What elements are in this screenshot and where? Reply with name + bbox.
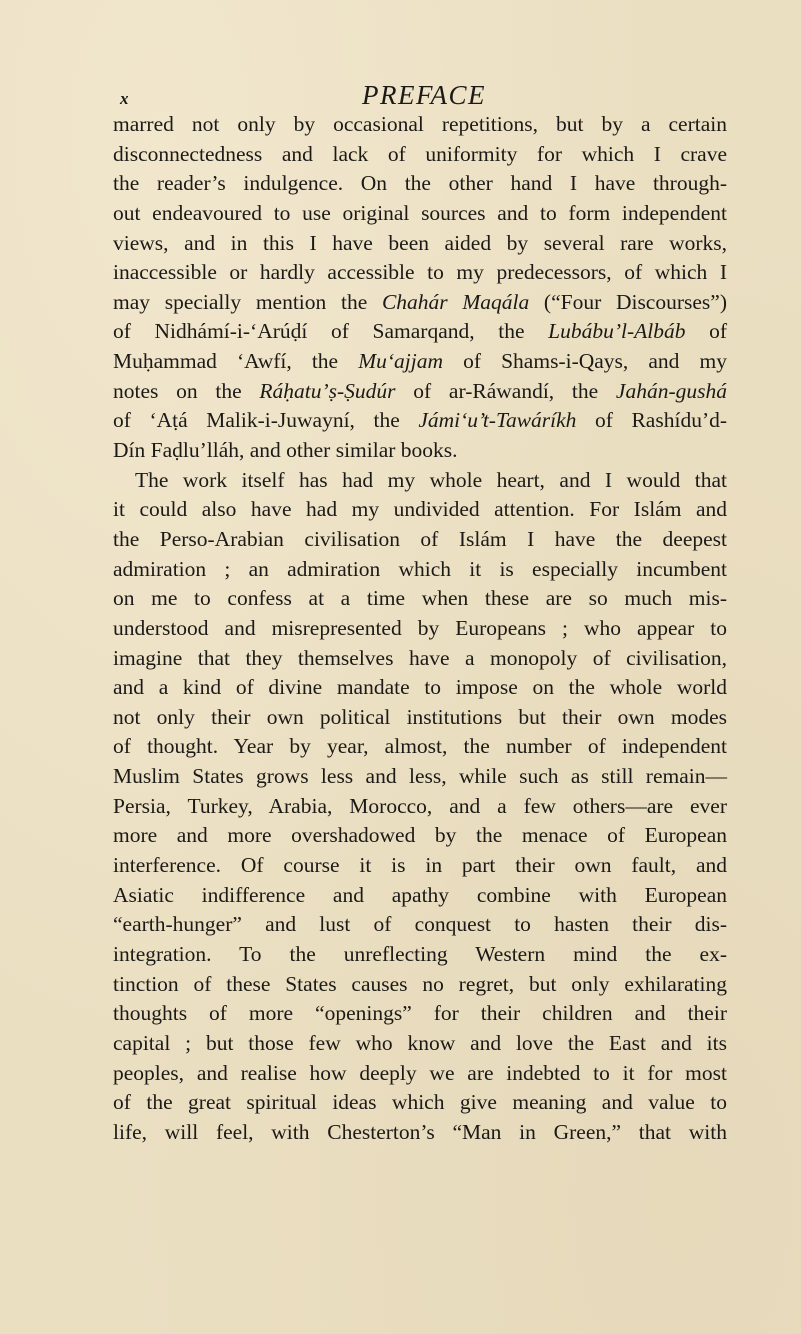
text-segment: of the great spiritual ideas which give meaning and value to — [113, 1090, 727, 1115]
text-line — [113, 1118, 727, 1148]
text-segment: the reader’s indulgence. On the other hand I have through- — [113, 171, 727, 196]
text-segment: disconnectedness and lack of uniformity for which I crave — [113, 141, 727, 166]
text-segment: out endeavoured to use original sources and to form independent — [113, 200, 727, 225]
text-segment: understood and misrepresented by Europeans ; who appear to — [113, 615, 727, 640]
text-segment: it could also have had my undivided attention. For Islám and — [113, 497, 727, 522]
text-segment: more and more overshadowed by the menace of European — [113, 823, 727, 848]
text-line — [113, 999, 727, 1029]
text-segment: inaccessible or hardly accessible to my predecessors, of which I — [113, 260, 727, 285]
text-line — [113, 110, 727, 140]
running-head-title: PREFACE — [362, 80, 486, 110]
text-segment: capital ; but those few who know and love the East and its — [113, 1030, 727, 1055]
text-line — [113, 406, 727, 436]
text-segment: views, and in this I have been aided by several rare works, — [113, 230, 727, 255]
text-segment: not only their own political institutions but their own modes — [113, 704, 727, 729]
text-line — [113, 1059, 727, 1089]
page-number: x — [120, 89, 129, 108]
running-head — [113, 80, 727, 114]
text-line — [113, 792, 727, 822]
text-segment: of Nidhámí-i-‘Arúḍí of Samarqand, the — [113, 319, 549, 344]
text-line — [113, 229, 727, 259]
text-segment: marred not only by occasional repetitions, but by a certain — [113, 112, 727, 136]
text-line — [113, 703, 727, 733]
text-segment: of Shams-i-Qays, and my — [443, 349, 727, 374]
text-segment: Dín Faḍlu’lláh, and other similar books. — [113, 438, 458, 463]
text-segment: notes on the — [113, 378, 260, 403]
italic-title-text: Ráḥatu’ṣ-Ṣudúr — [259, 378, 396, 403]
text-segment: “earth-hunger” and lust of conquest to hasten their dis- — [113, 912, 727, 937]
text-line — [113, 347, 727, 377]
text-line — [113, 851, 727, 881]
text-line — [113, 881, 727, 911]
text-segment: life, will feel, with Chesterton’s “Man in Green,” that with — [113, 1119, 727, 1144]
text-segment: Persia, Turkey, Arabia, Morocco, and a few others—are ever — [113, 793, 727, 818]
text-line — [113, 436, 727, 466]
body-text — [113, 110, 727, 1147]
italic-title-text: Jahán-gushá — [615, 378, 727, 403]
text-line — [113, 821, 727, 851]
text-segment: of thought. Year by year, almost, the number of independent — [113, 734, 727, 759]
italic-title-text: Jámi‘u’t-Tawáríkh — [418, 408, 577, 433]
text-line — [113, 377, 727, 407]
text-line — [113, 910, 727, 940]
text-segment: admiration ; an admiration which it is especially incumbent — [113, 556, 727, 581]
italic-title-text: Lubábu’l-Albáb — [548, 319, 686, 344]
italic-title-text: Chahár Maqála — [381, 289, 530, 314]
text-line — [113, 466, 727, 496]
text-line — [113, 288, 727, 318]
text-line — [113, 199, 727, 229]
text-line — [113, 555, 727, 585]
text-line — [113, 140, 727, 170]
text-segment: peoples, and realise how deeply we are indebted to it for most — [113, 1060, 727, 1085]
text-line — [113, 1088, 727, 1118]
text-segment: thoughts of more “openings” for their children and their — [113, 1001, 727, 1026]
text-segment: on me to confess at a time when these are so much mis- — [113, 586, 727, 611]
text-line — [113, 970, 727, 1000]
text-segment: imagine that they themselves have a monopoly of civilisation, — [113, 645, 727, 670]
text-line — [113, 1029, 727, 1059]
text-line — [113, 584, 727, 614]
text-segment: the Perso-Arabian civilisation of Islám I have the deepest — [113, 526, 727, 551]
text-line — [113, 644, 727, 674]
text-line — [113, 525, 727, 555]
text-segment: Muḥammad ‘Awfí, the — [113, 349, 359, 374]
text-segment: of Rashídu’d- — [576, 408, 728, 433]
text-segment: The work itself has had my whole heart, and I would that — [135, 467, 727, 492]
text-line — [113, 495, 727, 525]
text-line — [113, 258, 727, 288]
text-segment: of ar-Ráwandí, the — [395, 378, 616, 403]
text-segment: of ‘Aṭá Malik-i-Juwayní, the — [113, 408, 419, 433]
text-segment: tinction of these States causes no regret, but only exhilarating — [113, 971, 727, 996]
text-line — [113, 940, 727, 970]
text-line — [113, 732, 727, 762]
text-line — [113, 762, 727, 792]
text-segment: and a kind of divine mandate to impose on the whole world — [113, 675, 727, 700]
text-segment: Asiatic indifference and apathy combine with European — [113, 882, 727, 907]
text-line — [113, 614, 727, 644]
text-segment: (“Four Discourses”) — [529, 289, 727, 314]
text-segment: Muslim States grows less and less, while such as still remain— — [113, 764, 727, 789]
italic-title-text: Mu‘ajjam — [358, 349, 443, 374]
text-segment: integration. To the unreflecting Western mind the ex- — [113, 941, 727, 966]
text-line — [113, 169, 727, 199]
text-segment: of — [685, 319, 727, 344]
text-line — [113, 673, 727, 703]
text-segment: interference. Of course it is in part their own fault, and — [113, 853, 727, 878]
text-line — [113, 317, 727, 347]
text-segment: may specially mention the — [113, 289, 382, 314]
